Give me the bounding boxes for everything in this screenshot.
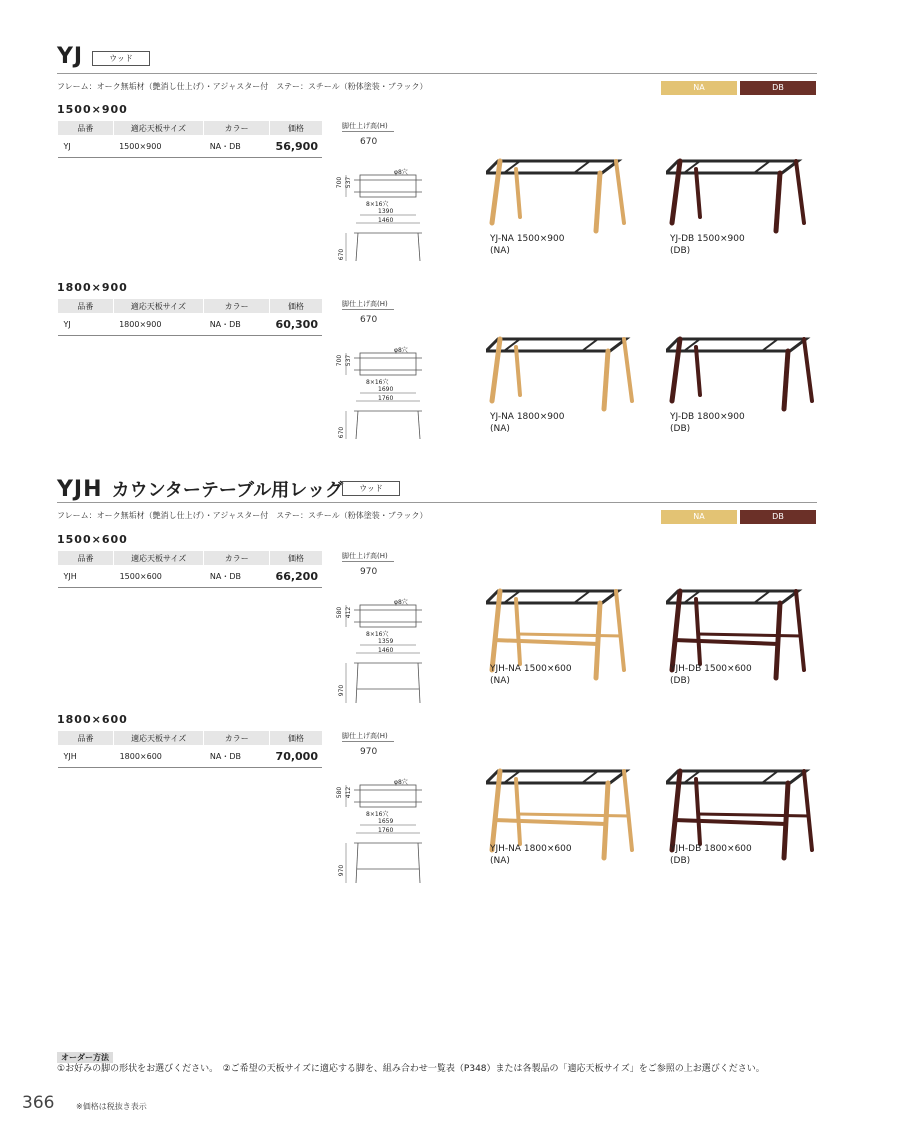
depth-inner: 412 [345, 786, 353, 799]
leg [796, 591, 804, 670]
elevation [418, 411, 420, 439]
order-label: オーダー方法 [57, 1052, 113, 1063]
size-heading: 1800×900 [57, 281, 128, 294]
depth-inner: 537 [345, 354, 353, 367]
divider [57, 73, 817, 74]
yj-spec: フレーム：オーク無垢材（艶消し仕上げ）・アジャスター付 ステー：スチール（粉体塗装・ブラック） [57, 82, 428, 91]
width-outer: 1460 [378, 647, 394, 654]
caption-na-model: YJ-NA 1500×900 [490, 234, 565, 244]
depth-inner: 537 [345, 176, 353, 189]
height-dim: 670 [338, 426, 346, 439]
leg [604, 351, 608, 409]
yjh-tag: ウッド [342, 481, 400, 496]
table-row [58, 313, 323, 336]
cell-code: YJH [58, 565, 114, 588]
caption-na [490, 233, 564, 257]
caption-db-model: YJ-DB 1800×900 [670, 412, 745, 422]
width-inner: 1390 [378, 208, 394, 215]
width-inner: 1659 [378, 818, 394, 825]
height-value: 670 [360, 137, 378, 147]
elevation [418, 233, 420, 261]
caption-db-model: YJ-DB 1500×900 [670, 234, 745, 244]
leg [492, 339, 500, 401]
leg [672, 161, 680, 223]
slot-label: 8×16穴 [366, 201, 389, 208]
th-code: 品番 [58, 299, 114, 313]
caption-db-color: (DB) [670, 676, 691, 686]
caption-db-color: (DB) [670, 424, 691, 434]
height-box [342, 299, 394, 310]
price-table [57, 121, 322, 158]
height-value: 970 [360, 747, 378, 757]
depth-inner: 412 [345, 606, 353, 619]
caption-na [490, 411, 564, 435]
drawing-svg [338, 595, 438, 715]
size-heading: 1500×600 [57, 533, 128, 546]
yj-tag: ウッド [92, 51, 150, 66]
caption-db-color: (DB) [670, 246, 691, 256]
width-outer: 1760 [378, 395, 394, 402]
plan-view [360, 785, 416, 807]
elevation [418, 843, 420, 883]
swatch-na: NA [661, 81, 737, 95]
tax-note: ※価格は税抜き表示 [76, 1102, 147, 1111]
leg [516, 779, 520, 844]
steel-stay [582, 771, 598, 783]
width-outer: 1460 [378, 217, 394, 224]
leg [696, 599, 700, 664]
th-color: カラー [204, 731, 270, 745]
leg [616, 591, 624, 670]
width-outer: 1760 [378, 827, 394, 834]
cell-color: NA・DB [204, 565, 270, 588]
cell-top: 1500×600 [114, 565, 204, 588]
footrest [698, 814, 810, 816]
height-box [342, 121, 394, 132]
footrest [518, 814, 630, 816]
leg [696, 169, 700, 217]
price-table [57, 731, 322, 768]
swatch-db: DB [740, 510, 816, 524]
dimension-drawing [338, 343, 438, 451]
leg [672, 339, 680, 401]
plan-view [360, 605, 416, 627]
footrest [518, 634, 622, 636]
leg [604, 783, 608, 858]
hole-label: φ8穴 [394, 599, 408, 606]
elevation [418, 663, 420, 703]
cell-color: NA・DB [204, 313, 270, 336]
cell-top: 1500×900 [113, 135, 204, 158]
caption-na-model: YJH-NA 1800×600 [490, 844, 572, 854]
elevation [356, 663, 358, 703]
height-dim: 970 [338, 684, 346, 697]
leg [516, 599, 520, 664]
cell-color: NA・DB [204, 745, 270, 768]
leg [596, 173, 600, 231]
price-table [57, 299, 322, 336]
cell-price: 70,000 [270, 745, 322, 768]
footrest [494, 820, 606, 824]
caption-na [490, 843, 572, 867]
th-price: 価格 [270, 121, 322, 135]
height-label: 脚仕上げ高(H) [342, 552, 388, 560]
steel-stay [754, 161, 770, 173]
caption-na-model: YJH-NA 1500×600 [490, 664, 572, 674]
depth-outer: 700 [336, 176, 344, 189]
leg [516, 169, 520, 217]
width-inner: 1359 [378, 638, 394, 645]
leg-image-na [486, 153, 628, 241]
caption-na-color: (NA) [490, 856, 510, 866]
caption-na-color: (NA) [490, 246, 510, 256]
caption-db [670, 233, 745, 257]
caption-na-model: YJ-NA 1800×900 [490, 412, 565, 422]
cell-code: YJ [58, 313, 114, 336]
height-dim: 670 [338, 248, 346, 261]
leg [696, 779, 700, 844]
th-price: 価格 [270, 731, 322, 745]
cell-price: 56,900 [270, 135, 322, 158]
dimension-drawing [338, 595, 438, 715]
th-code: 品番 [58, 551, 114, 565]
depth-outer: 580 [336, 786, 344, 799]
height-box [342, 731, 394, 742]
cell-top: 1800×600 [114, 745, 204, 768]
depth-outer: 580 [336, 606, 344, 619]
caption-na [490, 663, 572, 687]
leg [776, 603, 780, 678]
steel-stay [762, 771, 778, 783]
steel-stay [574, 161, 590, 173]
th-top: 適応天板サイズ [114, 731, 204, 745]
dimension-drawing [338, 165, 438, 273]
height-box [342, 551, 394, 562]
leg [776, 173, 780, 231]
th-top: 適応天板サイズ [114, 551, 204, 565]
cell-code: YJ [58, 135, 114, 158]
height-label: 脚仕上げ高(H) [342, 122, 388, 130]
leg [784, 351, 788, 409]
price-table [57, 551, 322, 588]
leg [516, 347, 520, 395]
cell-price: 66,200 [270, 565, 322, 588]
steel-stay [754, 591, 770, 603]
footrest [674, 820, 786, 824]
leg-image-db [666, 331, 816, 419]
size-heading: 1800×600 [57, 713, 128, 726]
caption-na-color: (NA) [490, 676, 510, 686]
leg [796, 161, 804, 223]
divider [57, 502, 817, 503]
height-dim: 970 [338, 864, 346, 877]
depth-outer: 700 [336, 354, 344, 367]
height-label: 脚仕上げ高(H) [342, 300, 388, 308]
steel-stay [762, 339, 778, 351]
size-heading: 1500×900 [57, 103, 128, 116]
leg [784, 783, 788, 858]
table-row [58, 565, 323, 588]
cell-top: 1800×900 [113, 313, 204, 336]
leg-image-na [486, 331, 636, 419]
th-price: 価格 [270, 551, 322, 565]
slot-label: 8×16穴 [366, 379, 389, 386]
leg [696, 347, 700, 395]
steel-stay [574, 591, 590, 603]
footrest [674, 640, 778, 644]
th-color: カラー [204, 299, 270, 313]
height-label: 脚仕上げ高(H) [342, 732, 388, 740]
plan-view [360, 353, 416, 375]
slot-label: 8×16穴 [366, 631, 389, 638]
leg [624, 771, 632, 850]
slot-label: 8×16穴 [366, 811, 389, 818]
yjh-title: YJH [57, 477, 103, 502]
dimension-drawing [338, 775, 438, 895]
drawing-svg [338, 775, 438, 895]
footrest [494, 640, 598, 644]
cell-code: YJH [58, 745, 114, 768]
leg-image-db [666, 153, 808, 241]
yjh-spec: フレーム：オーク無垢材（艶消し仕上げ）・アジャスター付 ステー：スチール（粉体塗装・ブラック） [57, 511, 428, 520]
yjh-heading [57, 476, 343, 502]
swatch-db: DB [740, 81, 816, 95]
th-color: カラー [204, 121, 270, 135]
th-top: 適応天板サイズ [113, 121, 204, 135]
elevation [356, 843, 358, 883]
caption-na-color: (NA) [490, 424, 510, 434]
cell-price: 60,300 [270, 313, 322, 336]
order-text: ①お好みの脚の形状をお選びください。 ②ご希望の天板サイズに適応する脚を、組み合わせ一覧表（P348）または各製品の「適応天板サイズ」をご参照の上お選びください。 [57, 1064, 765, 1074]
leg [616, 161, 624, 223]
elevation [356, 233, 358, 261]
elevation [356, 411, 358, 439]
leg [624, 339, 632, 401]
table-row [58, 135, 323, 158]
th-code: 品番 [58, 731, 114, 745]
height-value: 970 [360, 567, 378, 577]
plan-view [360, 175, 416, 197]
caption-db [670, 411, 745, 435]
footrest [698, 634, 802, 636]
caption-db [670, 843, 752, 867]
caption-db [670, 663, 752, 687]
table-row [58, 745, 323, 768]
caption-db-color: (DB) [670, 856, 691, 866]
hole-label: φ8穴 [394, 169, 408, 176]
hole-label: φ8穴 [394, 347, 408, 354]
th-color: カラー [204, 551, 270, 565]
hole-label: φ8穴 [394, 779, 408, 786]
leg [596, 603, 600, 678]
caption-db-model: YJH-DB 1500×600 [670, 664, 752, 674]
leg [492, 161, 500, 223]
caption-db-model: YJH-DB 1800×600 [670, 844, 752, 854]
th-top: 適応天板サイズ [113, 299, 204, 313]
height-value: 670 [360, 315, 378, 325]
leg [804, 339, 812, 401]
yjh-subtitle: カウンターテーブル用レッグ [111, 480, 344, 501]
th-price: 価格 [270, 299, 322, 313]
swatch-na: NA [661, 510, 737, 524]
th-code: 品番 [58, 121, 114, 135]
cell-color: NA・DB [204, 135, 270, 158]
page-number: 366 [22, 1093, 55, 1113]
width-inner: 1690 [378, 386, 394, 393]
steel-stay [582, 339, 598, 351]
yj-title: YJ [57, 44, 84, 69]
leg [804, 771, 812, 850]
